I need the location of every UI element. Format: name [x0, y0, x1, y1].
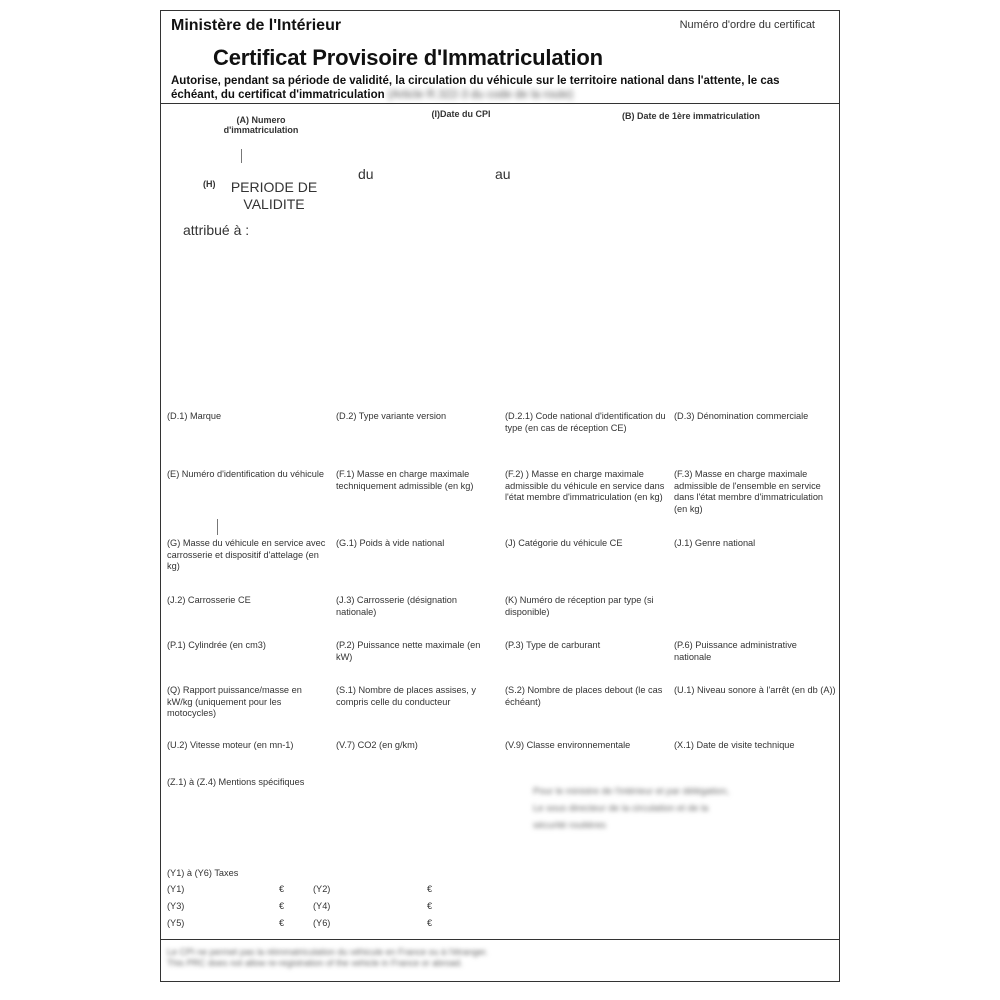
authorization-blurred-reference: (Article R.322-3 du code de la route): [387, 89, 574, 101]
tax-y4-currency: €: [427, 901, 433, 911]
cpi-date-header: (I)Date du CPI: [431, 109, 491, 119]
field-j2-body-ce: (J.2) Carrosserie CE: [167, 595, 251, 605]
registration-number-mark: [241, 149, 242, 163]
field-j3-body-national: (J.3) Carrosserie (désignation nationale): [336, 595, 458, 617]
footer-notice: [167, 947, 587, 969]
field-k-type-approval: (K) Numéro de réception par type (si disponible): [505, 595, 654, 617]
tax-y1-currency: €: [279, 884, 285, 894]
tax-y2-currency: €: [427, 884, 433, 894]
tax-y5-label: (Y5): [167, 918, 185, 928]
field-v7-co2: (V.7) CO2 (en g/km): [336, 740, 418, 750]
tax-y6-label: (Y6): [313, 918, 331, 928]
validity-code: (H): [203, 179, 216, 189]
order-number-label: Numéro d'ordre du certificat: [679, 19, 815, 31]
registration-number-label-2: d'immatriculation: [223, 125, 299, 135]
signature-line-3: sécurité routières: [533, 820, 606, 831]
validity-label-line-1: PERIODE DE: [230, 179, 318, 195]
field-v9-env-class: (V.9) Classe environnementale: [505, 740, 631, 750]
field-p1-displacement: (P.1) Cylindrée (en cm3): [167, 640, 266, 650]
tax-y4-label: (Y4): [313, 901, 331, 911]
authorization-text: [171, 74, 821, 102]
validity-period-label: [219, 179, 329, 213]
tax-y1-label: (Y1): [167, 884, 185, 894]
ministry-name: Ministère de l'Intérieur: [171, 17, 342, 34]
registration-number-label-1: (A) Numero: [236, 115, 286, 125]
field-u2-engine-speed: (U.2) Vitesse moteur (en mn-1): [167, 740, 294, 750]
field-z-mentions: (Z.1) à (Z.4) Mentions spécifiques: [167, 777, 305, 787]
validity-label-line-2: VALIDITE: [243, 196, 305, 212]
footer-line-2: This PRC does not allow re-registration of the vehicle in France or abroad.: [167, 958, 463, 968]
field-f2-max-mass-service: (F.2) ) Masse en charge maximale admissible du véhicule en service dans l'état membre d'immatriculation (en kg): [505, 469, 665, 502]
signature-line-1: Pour le ministre de l'intérieur et par délégation,: [533, 786, 730, 797]
footer-line-1: Le CPI ne permet pas la réimmatriculation du véhicule en France ou à l'étranger.: [167, 947, 488, 957]
footer-divider: [161, 939, 839, 940]
field-e-vin: (E) Numéro d'identification du véhicule: [167, 469, 324, 479]
first-registration-date-header: (B) Date de 1ère immatriculation: [621, 111, 761, 121]
field-p2-net-power: (P.2) Puissance nette maximale (en kW): [336, 640, 481, 662]
tax-y6-currency: €: [427, 918, 433, 928]
authorization-line-1: Autorise, pendant sa période de validité, la circulation du véhicule sur le territoire national dans l'attente, le cas: [171, 75, 780, 87]
field-s1-seats: (S.1) Nombre de places assises, y compris celle du conducteur: [336, 685, 476, 707]
field-x1-inspection-date: (X.1) Date de visite technique: [674, 740, 795, 750]
field-d1-brand: (D.1) Marque: [167, 411, 222, 421]
attributed-to-label: attribué à :: [183, 222, 250, 238]
field-j1-national-kind: (J.1) Genre national: [674, 538, 756, 548]
mass-field-mark: [217, 519, 218, 535]
tax-y3-currency: €: [279, 901, 285, 911]
document-title: Certificat Provisoire d'Immatriculation: [213, 45, 603, 70]
field-d3-commercial-name: (D.3) Dénomination commerciale: [674, 411, 809, 421]
registration-number-header: [201, 115, 321, 135]
tax-y2-label: (Y2): [313, 884, 331, 894]
field-f3-combination-mass: (F.3) Masse en charge maximale admissible de l'ensemble en service dans l'état membre d'immatriculation (en kg): [674, 469, 824, 514]
tax-y5-currency: €: [279, 918, 285, 928]
field-q-power-ratio: (Q) Rapport puissance/masse en kW/kg (uniquement pour les motocycles): [167, 685, 302, 718]
field-p3-fuel-type: (P.3) Type de carburant: [505, 640, 601, 650]
validity-to-label: au: [495, 166, 511, 182]
field-u1-noise-level: (U.1) Niveau sonore à l'arrêt (en db (A)): [674, 685, 836, 695]
validity-from-label: du: [358, 166, 374, 182]
tax-y3-label: (Y3): [167, 901, 185, 911]
header-divider: [161, 103, 839, 104]
authorization-line-2: échéant, du certificat d'immatriculation: [171, 89, 385, 101]
field-g-service-mass: (G) Masse du véhicule en service avec carrosserie et dispositif d'attelage (en kg): [167, 538, 326, 571]
field-p6-admin-power: (P.6) Puissance administrative nationale: [674, 640, 797, 662]
field-d2-type: (D.2) Type variante version: [336, 411, 447, 421]
field-d21-code: (D.2.1) Code national d'identification du type (en cas de réception CE): [505, 411, 666, 433]
signature-line-2: Le sous directeur de la circulation et de la: [533, 803, 709, 814]
field-f1-max-mass: (F.1) Masse en charge maximale techniquement admissible (en kg): [336, 469, 474, 491]
taxes-title: (Y1) à (Y6) Taxes: [167, 868, 239, 878]
certificate-sheet: [160, 10, 840, 982]
field-g1-empty-weight: (G.1) Poids à vide national: [336, 538, 445, 548]
field-s2-standing-places: (S.2) Nombre de places debout (le cas échéant): [505, 685, 663, 707]
field-j-category: (J) Catégorie du véhicule CE: [505, 538, 623, 548]
signature-block: [533, 783, 773, 834]
